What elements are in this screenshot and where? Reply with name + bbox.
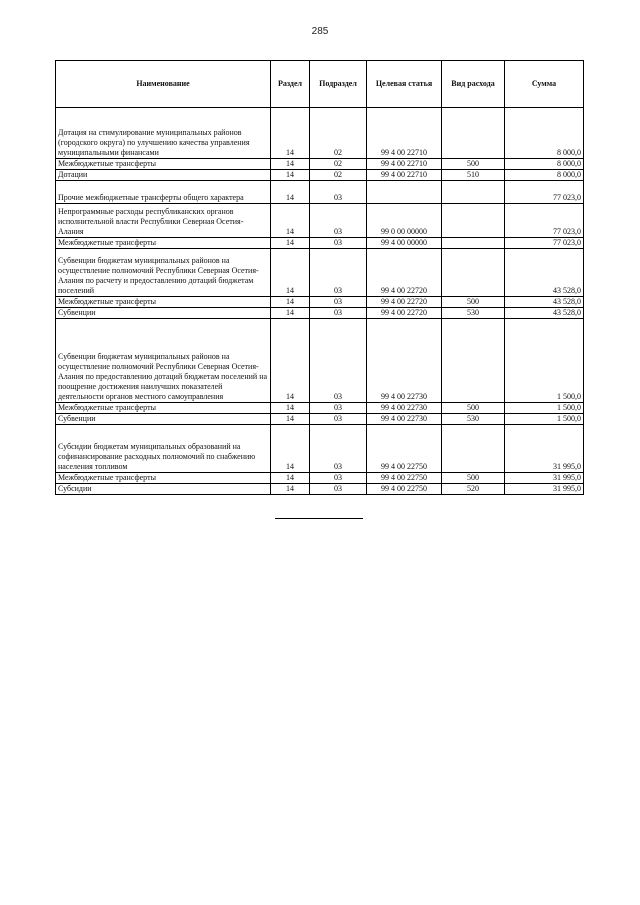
header-subsection: Подраздел <box>310 61 367 108</box>
row-target: 99 4 00 22750 <box>367 425 442 473</box>
row-amount: 8 000,0 <box>505 170 584 181</box>
row-subsection: 02 <box>310 108 367 159</box>
row-expense-type: 500 <box>442 159 505 170</box>
row-target: 99 4 00 22750 <box>367 473 442 484</box>
row-amount: 31 995,0 <box>505 484 584 495</box>
row-target: 99 4 00 22750 <box>367 484 442 495</box>
row-amount: 8 000,0 <box>505 159 584 170</box>
row-expense-type: 520 <box>442 484 505 495</box>
header-expense-type: Вид расхода <box>442 61 505 108</box>
row-name: Дотации <box>56 170 271 181</box>
row-subsection: 03 <box>310 414 367 425</box>
table-header-row <box>56 61 584 108</box>
row-name: Субвенции бюджетам муниципальных районов на осуществление полномочий Республики Северная Осетия-Алания по предоставлению дотаций бюджетам поселений на поощрение достижения наилучших показателей деятельности органов местного самоуправления <box>56 319 271 403</box>
table-row <box>56 159 584 170</box>
row-target: 99 4 00 22710 <box>367 170 442 181</box>
row-target: 99 4 00 22710 <box>367 159 442 170</box>
row-target <box>367 181 442 204</box>
table-row <box>56 484 584 495</box>
row-subsection: 02 <box>310 159 367 170</box>
header-section: Раздел <box>271 61 310 108</box>
row-name: Межбюджетные трансферты <box>56 159 271 170</box>
row-subsection: 03 <box>310 181 367 204</box>
row-amount: 43 528,0 <box>505 308 584 319</box>
table-row <box>56 238 584 249</box>
row-expense-type <box>442 204 505 238</box>
row-target: 99 4 00 22710 <box>367 108 442 159</box>
row-target: 99 4 00 22730 <box>367 319 442 403</box>
table-row <box>56 403 584 414</box>
page-number: 285 <box>311 26 329 37</box>
table-row <box>56 108 584 159</box>
row-expense-type: 530 <box>442 414 505 425</box>
row-section: 14 <box>271 159 310 170</box>
row-subsection: 03 <box>310 238 367 249</box>
row-subsection: 03 <box>310 403 367 414</box>
row-target: 99 4 00 22720 <box>367 308 442 319</box>
row-amount: 8 000,0 <box>505 108 584 159</box>
row-subsection: 03 <box>310 204 367 238</box>
row-section: 14 <box>271 473 310 484</box>
row-name: Субсидии <box>56 484 271 495</box>
row-name: Межбюджетные трансферты <box>56 238 271 249</box>
row-amount: 1 500,0 <box>505 319 584 403</box>
row-name: Межбюджетные трансферты <box>56 473 271 484</box>
row-expense-type: 500 <box>442 473 505 484</box>
row-expense-type: 500 <box>442 297 505 308</box>
row-name: Субвенции <box>56 308 271 319</box>
table-row <box>56 473 584 484</box>
header-name: Наименование <box>56 61 271 108</box>
row-target: 99 0 00 00000 <box>367 204 442 238</box>
row-amount: 1 500,0 <box>505 403 584 414</box>
row-subsection: 03 <box>310 484 367 495</box>
row-subsection: 03 <box>310 425 367 473</box>
row-section: 14 <box>271 181 310 204</box>
row-name: Межбюджетные трансферты <box>56 403 271 414</box>
row-section: 14 <box>271 484 310 495</box>
row-target: 99 4 00 22720 <box>367 249 442 297</box>
row-section: 14 <box>271 170 310 181</box>
table-row <box>56 319 584 403</box>
row-section: 14 <box>271 403 310 414</box>
row-expense-type: 510 <box>442 170 505 181</box>
row-name: Субвенции <box>56 414 271 425</box>
row-section: 14 <box>271 297 310 308</box>
row-name: Субвенции бюджетам муниципальных районов на осуществление полномочий Республики Северная Осетия-Алания по расчету и предоставлению дотаций бюджетам поселений <box>56 249 271 297</box>
row-subsection: 02 <box>310 170 367 181</box>
row-amount: 77 023,0 <box>505 238 584 249</box>
header-target: Целевая статья <box>367 61 442 108</box>
row-name: Непрограммные расходы республиканских органов исполнительной власти Республики Северная Осетия-Алания <box>56 204 271 238</box>
table-row <box>56 204 584 238</box>
row-name: Дотация на стимулирование муниципальных районов (городского округа) по улучшению качества управления муниципальными финансами <box>56 108 271 159</box>
row-target: 99 4 00 22730 <box>367 414 442 425</box>
row-amount: 43 528,0 <box>505 297 584 308</box>
row-name: Прочие межбюджетные трансферты общего характера <box>56 181 271 204</box>
row-section: 14 <box>271 238 310 249</box>
row-subsection: 03 <box>310 249 367 297</box>
row-section: 14 <box>271 108 310 159</box>
row-amount: 31 995,0 <box>505 425 584 473</box>
row-expense-type: 530 <box>442 308 505 319</box>
row-name: Межбюджетные трансферты <box>56 297 271 308</box>
table-row <box>56 308 584 319</box>
row-expense-type: 500 <box>442 403 505 414</box>
row-section: 14 <box>271 204 310 238</box>
row-expense-type <box>442 425 505 473</box>
row-expense-type <box>442 249 505 297</box>
row-subsection: 03 <box>310 473 367 484</box>
table-row <box>56 425 584 473</box>
row-amount: 77 023,0 <box>505 181 584 204</box>
row-section: 14 <box>271 308 310 319</box>
budget-table <box>55 60 584 495</box>
end-rule <box>275 518 363 519</box>
row-amount: 77 023,0 <box>505 204 584 238</box>
row-section: 14 <box>271 249 310 297</box>
table-row <box>56 181 584 204</box>
row-target: 99 4 00 00000 <box>367 238 442 249</box>
table-row <box>56 414 584 425</box>
row-expense-type <box>442 238 505 249</box>
row-subsection: 03 <box>310 319 367 403</box>
row-amount: 1 500,0 <box>505 414 584 425</box>
row-amount: 31 995,0 <box>505 473 584 484</box>
row-expense-type <box>442 108 505 159</box>
row-expense-type <box>442 181 505 204</box>
row-section: 14 <box>271 319 310 403</box>
row-name: Субсидии бюджетам муниципальных образований на софинансирование расходных полномочий по снабжению населения топливом <box>56 425 271 473</box>
row-section: 14 <box>271 414 310 425</box>
row-section: 14 <box>271 425 310 473</box>
row-subsection: 03 <box>310 308 367 319</box>
row-target: 99 4 00 22730 <box>367 403 442 414</box>
table-row <box>56 297 584 308</box>
row-expense-type <box>442 319 505 403</box>
row-target: 99 4 00 22720 <box>367 297 442 308</box>
table-row <box>56 249 584 297</box>
header-amount: Сумма <box>505 61 584 108</box>
row-subsection: 03 <box>310 297 367 308</box>
row-amount: 43 528,0 <box>505 249 584 297</box>
table-row <box>56 170 584 181</box>
